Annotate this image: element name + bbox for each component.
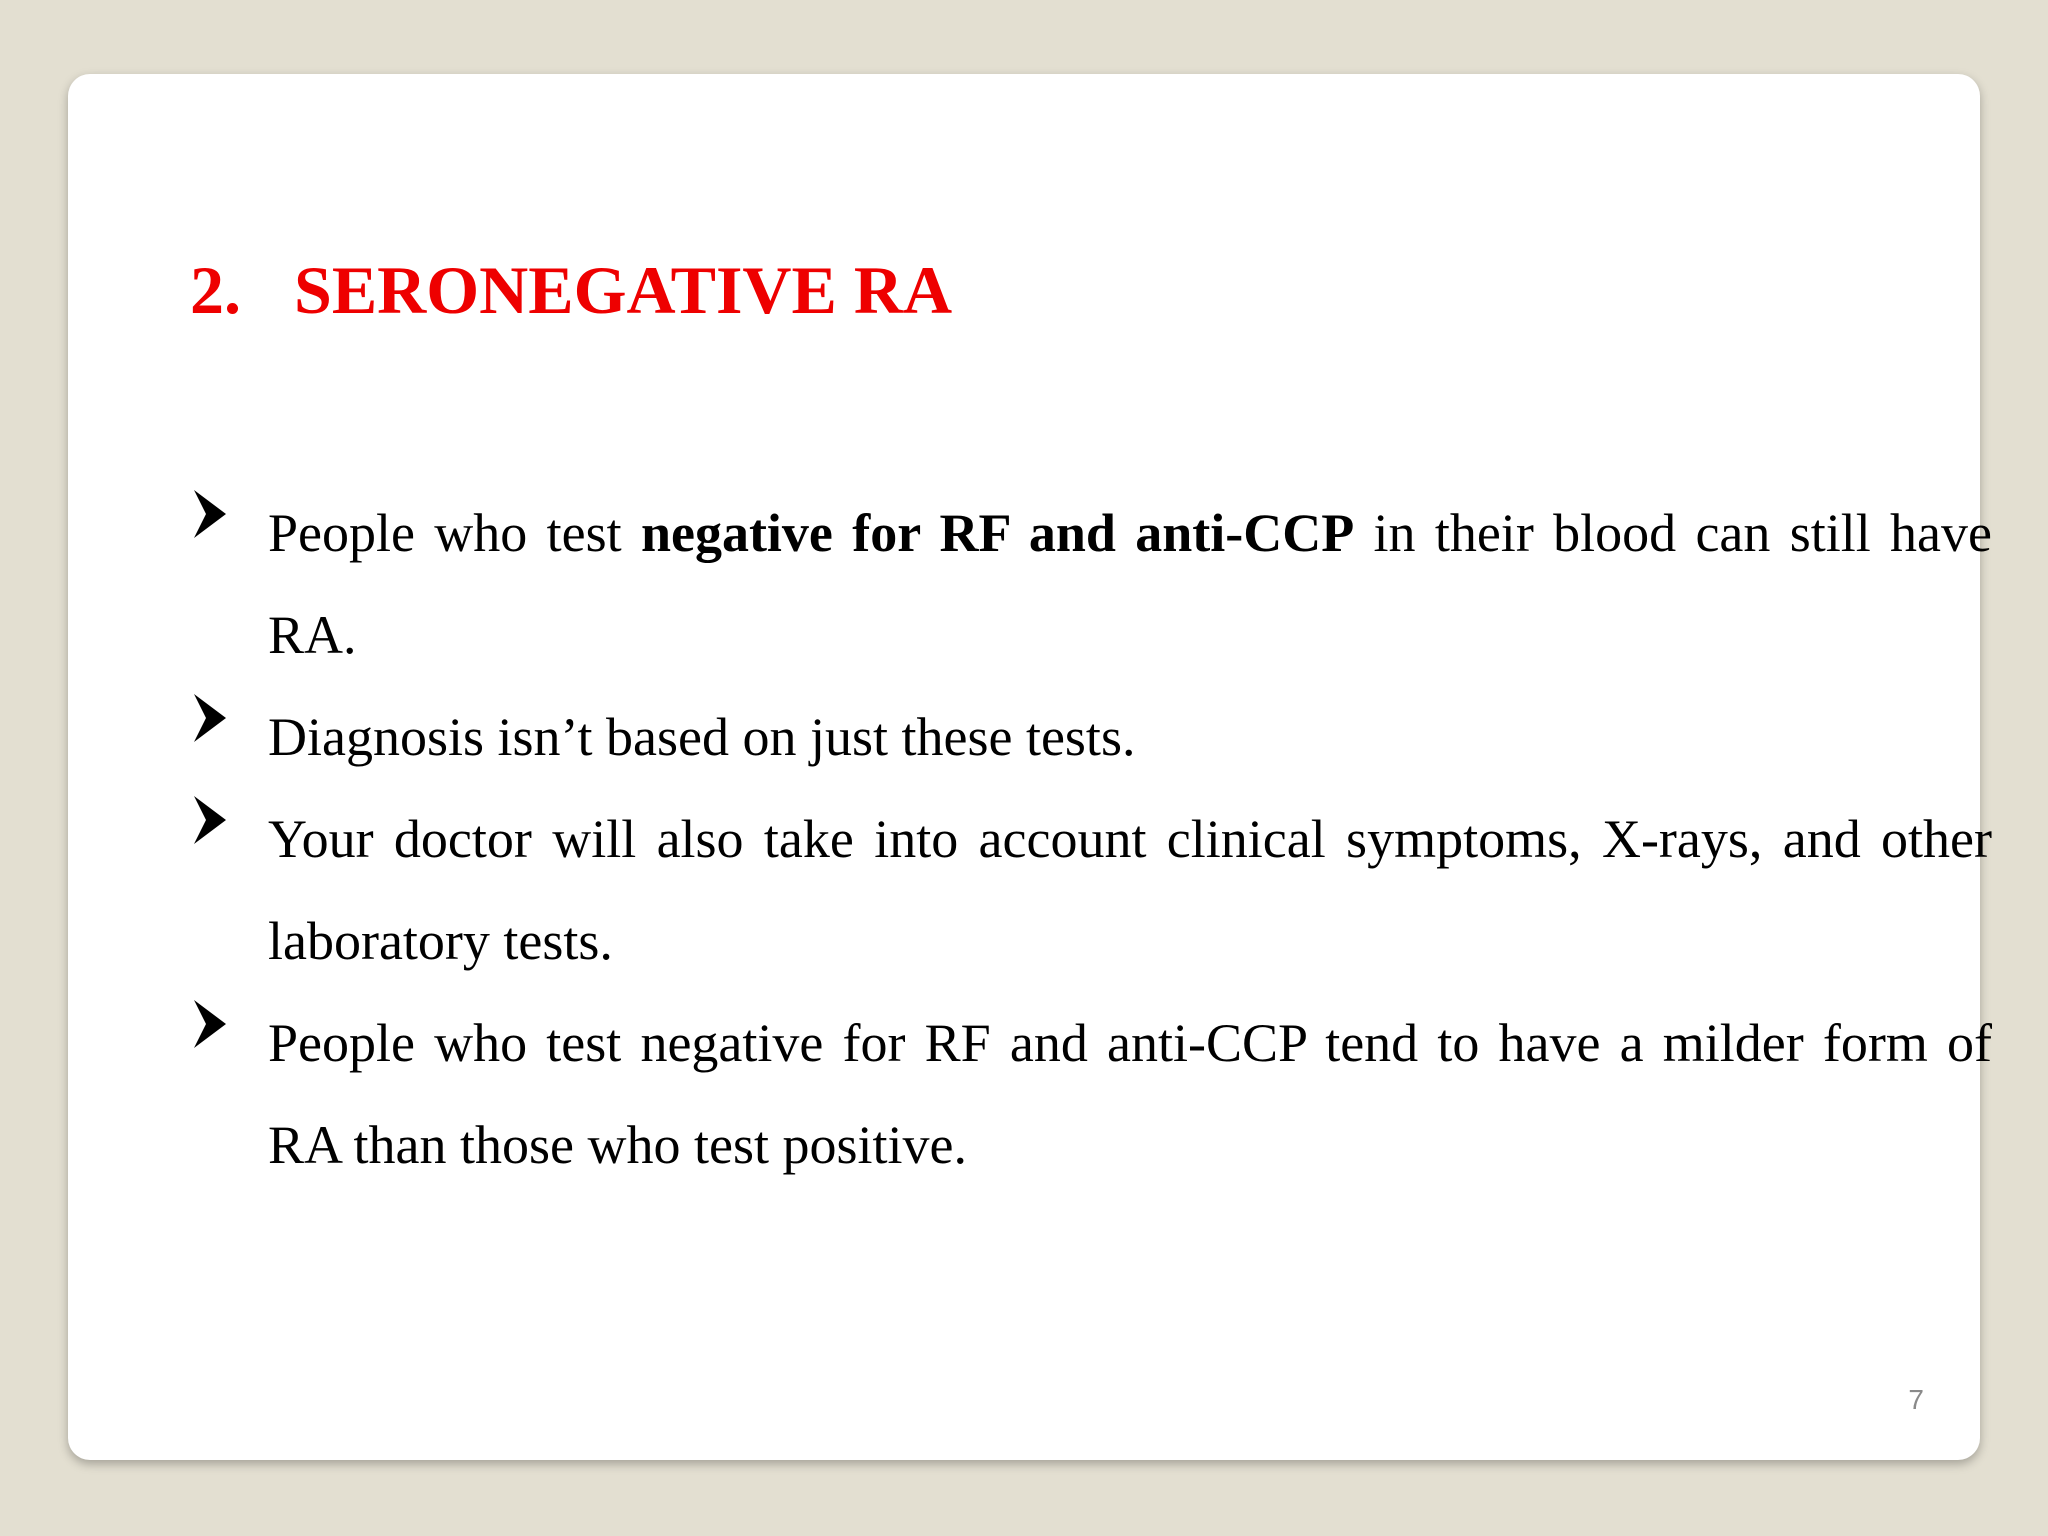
bullet-item: [190, 992, 1992, 1196]
page-number: 7: [1908, 1384, 1924, 1415]
bullet-list: [190, 482, 1992, 1196]
bullet-item: [190, 686, 1992, 788]
arrow-bullet-icon: [194, 694, 226, 742]
bullet-bold-text: negative for RF and anti-CCP: [640, 503, 1355, 563]
slide-title: [190, 250, 952, 330]
bullet-text: in their blood can still have RA.: [268, 503, 1992, 665]
slide: [68, 74, 1992, 1460]
bullet-text: Diagnosis isn’t based on just these tests.: [268, 707, 1136, 767]
bullet-item: [190, 788, 1992, 992]
title-text: SERONEGATIVE RA: [294, 252, 953, 328]
bullet-text: People who test negative for RF and anti-CCP tend to have a milder form of RA than those who test positive.: [268, 1013, 1992, 1175]
arrow-bullet-icon: [194, 1000, 226, 1048]
bullet-item: [190, 482, 1992, 686]
arrow-bullet-icon: [194, 490, 226, 538]
bullet-text: Your doctor will also take into account clinical symptoms, X-rays, and other laboratory tests.: [268, 809, 1992, 971]
title-number: 2.: [190, 252, 241, 328]
arrow-bullet-icon: [194, 796, 226, 844]
bullet-text: People who test: [268, 503, 641, 563]
